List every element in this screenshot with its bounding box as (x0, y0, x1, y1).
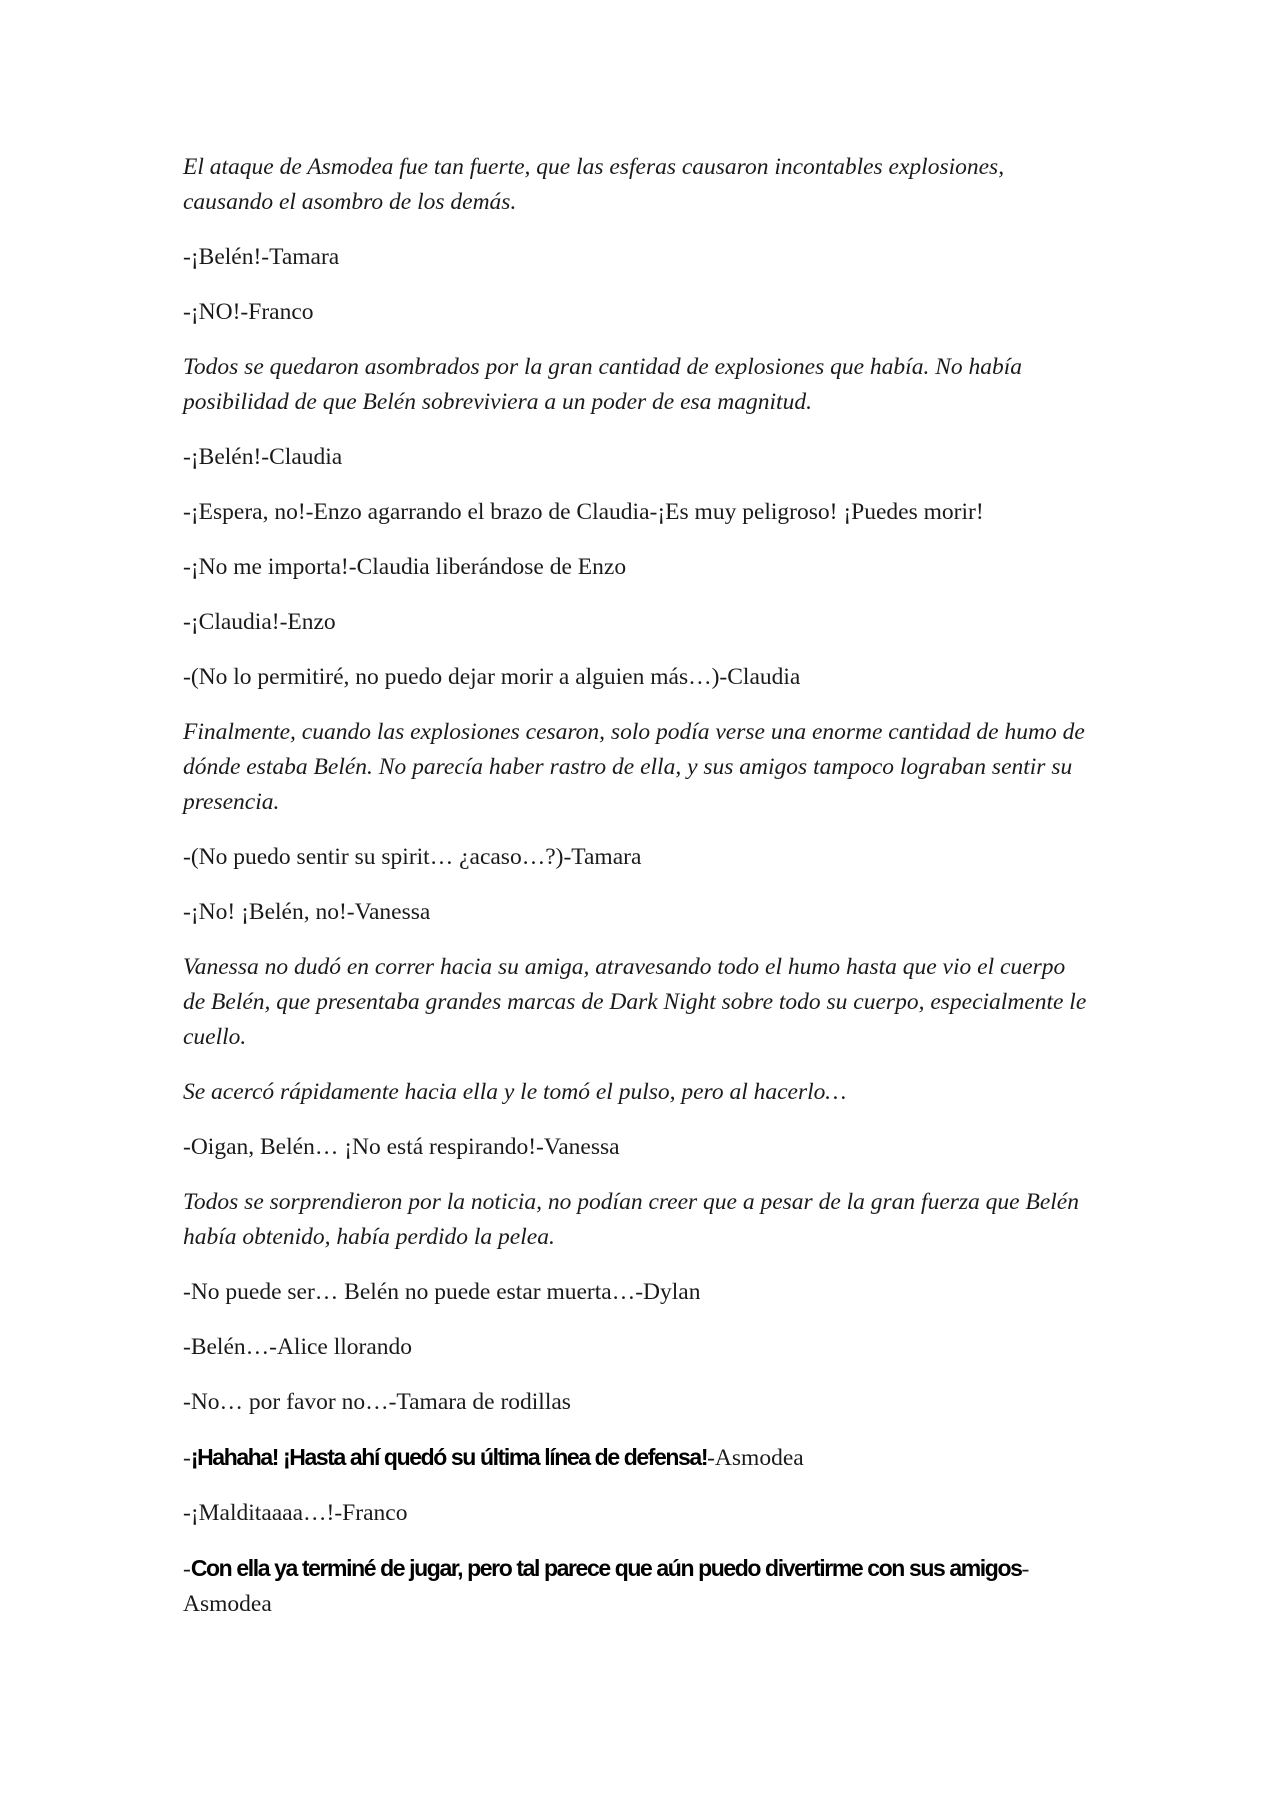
narration-paragraph: Se acercó rápidamente hacia ella y le tomó el pulso, pero al hacerlo… (183, 1079, 847, 1105)
dialogue-line: -¡NO!-Franco (183, 299, 314, 325)
dash: - (183, 1445, 191, 1471)
document-page (183, 150, 1088, 1642)
dialogue-line: -¡No me importa!-Claudia liberándose de Enzo (183, 554, 627, 580)
paragraph-list (183, 150, 1088, 1420)
shout-text: Con ella ya terminé de jugar, pero tal parece que aún puedo divertirme con sus amigos (190, 1555, 1022, 1581)
speaker: -Asmodea (183, 1556, 1030, 1617)
narration-paragraph: Todos se sorprendieron por la noticia, no podían creer que a pesar de la gran fuerza que Belén había obtenido, había perdido la pelea. (183, 1189, 1079, 1250)
dialogue-line: -¡Belén!-Claudia (183, 444, 343, 470)
dialogue-asmodea-laugh (183, 1440, 1088, 1476)
shout-text: ¡Hahaha! ¡Hasta ahí quedó su última línea de defensa! (190, 1444, 708, 1470)
dialogue-franco: -¡Malditaaaa…!-Franco (183, 1500, 408, 1526)
dialogue-line: -¡Belén!-Tamara (183, 244, 340, 270)
dialogue-line: -No… por favor no…-Tamara de rodillas (183, 1389, 571, 1415)
dialogue-asmodea-threat (183, 1551, 1088, 1622)
dialogue-line: -¡Espera, no!-Enzo agarrando el brazo de Claudia-¡Es muy peligroso! ¡Puedes morir! (183, 499, 984, 525)
dialogue-line: -(No puedo sentir su spirit… ¿acaso…?)-Tamara (183, 844, 642, 870)
speaker: -Asmodea (707, 1445, 804, 1471)
narration-paragraph: El ataque de Asmodea fue tan fuerte, que las esferas causaron incontables explosiones, causando el asombro de los demás. (183, 154, 1005, 215)
narration-paragraph: Vanessa no dudó en correr hacia su amiga, atravesando todo el humo hasta que vio el cuerpo de Belén, que presentaba grandes marcas de Dark Night sobre todo su cuerpo, especialmente le cuello. (183, 954, 1087, 1050)
dialogue-line: -¡Claudia!-Enzo (183, 609, 336, 635)
dialogue-line: -Belén…-Alice llorando (183, 1334, 413, 1360)
narration-paragraph: Finalmente, cuando las explosiones cesaron, solo podía verse una enorme cantidad de humo de dónde estaba Belén. No parecía haber rastro de ella, y sus amigos tampoco lograban sentir su presencia. (183, 719, 1085, 815)
dialogue-line: -No puede ser… Belén no puede estar muerta…-Dylan (183, 1279, 701, 1305)
dialogue-line: -Oigan, Belén… ¡No está respirando!-Vanessa (183, 1134, 620, 1160)
dialogue-line: -¡No! ¡Belén, no!-Vanessa (183, 899, 431, 925)
dash: - (183, 1556, 191, 1582)
narration-paragraph: Todos se quedaron asombrados por la gran cantidad de explosiones que había. No había posibilidad de que Belén sobreviviera a un poder de esa magnitud. (183, 354, 1023, 415)
dialogue-line: -(No lo permitiré, no puedo dejar morir a alguien más…)-Claudia (183, 664, 801, 690)
